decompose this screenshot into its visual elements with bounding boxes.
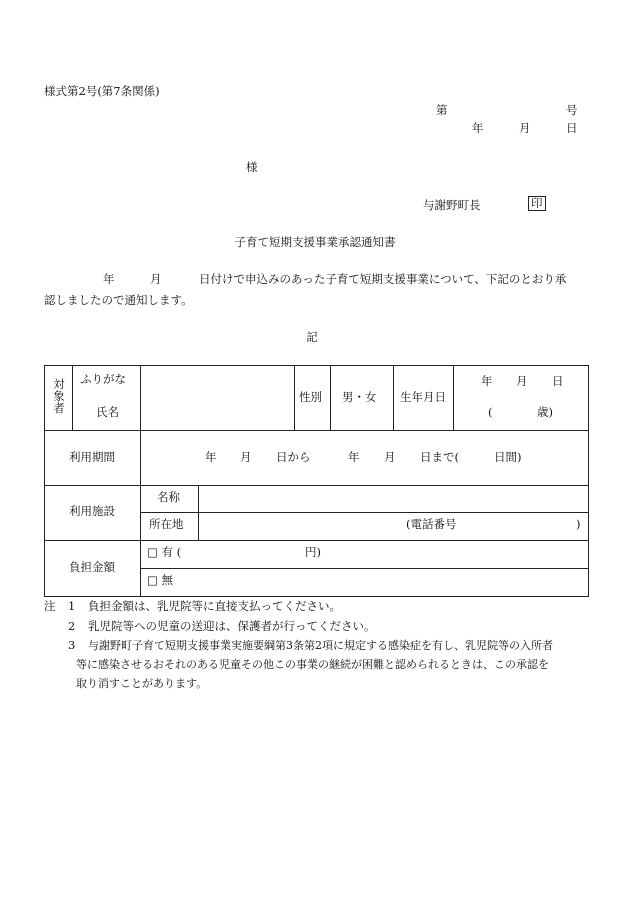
cost-yen: 円) — [305, 545, 321, 559]
gender-label: 性別 — [299, 390, 322, 404]
note-3-number: 3 — [68, 638, 76, 652]
note-3-line3: 取り消すことがあります。 — [76, 677, 208, 690]
body-application-month: 月 — [150, 272, 162, 286]
phone-number-open: (電話番号 — [406, 517, 457, 531]
gender-options: 男・女 — [342, 390, 377, 404]
cost-yes-option: □ 有 ( — [147, 545, 182, 559]
period-to-day: 日まで( — [420, 450, 459, 464]
issuer-name: 与謝野町長 — [423, 198, 481, 212]
facility-label: 利用施設 — [69, 504, 115, 518]
document-number-prefix: 第 — [436, 103, 448, 117]
furigana-label: ふりがな — [80, 372, 126, 386]
subject-label: 対象者 — [53, 377, 65, 415]
birthdate-day: 日 — [552, 374, 564, 388]
body-text-line1: 日付けで申込みのあった子育て短期支援事業について、下記のとおり承 — [199, 272, 567, 286]
form-number: 様式第2号(第7条関係) — [44, 84, 160, 98]
birthdate-year: 年 — [481, 374, 493, 388]
name-label: 氏名 — [96, 405, 119, 419]
period-from-day: 日から — [276, 450, 311, 464]
issue-date-month: 月 — [519, 121, 531, 135]
age-open: ( — [488, 405, 493, 419]
cost-label: 負担金額 — [69, 560, 115, 574]
note-2-number: 2 — [68, 619, 76, 633]
note-2: 乳児院等への児童の送迎は、保護者が行ってください。 — [88, 619, 376, 633]
note-3-line1: 与謝野町子育て短期支援事業実施要綱第3条第2項に規定する感染症を有し、乳児院等の入所者 — [88, 639, 553, 652]
body-text-line2: 認しましたので通知します。 — [44, 293, 193, 307]
phone-number-close: ) — [576, 517, 581, 531]
issue-date-year: 年 — [472, 121, 484, 135]
period-label: 利用期間 — [69, 450, 115, 464]
body-application-year: 年 — [103, 272, 115, 286]
addressee-honorific: 様 — [246, 160, 258, 174]
cost-no-option: □ 無 — [147, 573, 174, 587]
period-days: 日間) — [494, 450, 522, 464]
facility-address-label: 所在地 — [149, 517, 184, 531]
note-1-number: 1 — [68, 599, 76, 613]
age-close: 歳) — [537, 405, 553, 419]
birthdate-month: 月 — [516, 374, 528, 388]
ki-heading: 記 — [306, 330, 318, 344]
period-from-month: 月 — [240, 450, 252, 464]
seal-mark: 印 — [528, 196, 546, 211]
facility-name-label: 名称 — [157, 490, 180, 504]
document-title: 子育て短期支援事業承認通知書 — [234, 235, 396, 249]
period-to-month: 月 — [384, 450, 396, 464]
birthdate-label: 生年月日 — [400, 390, 446, 404]
note-1: 負担金額は、乳児院等に直接支払ってください。 — [88, 599, 341, 613]
notes-label: 注 — [44, 599, 56, 613]
period-to-year: 年 — [348, 450, 360, 464]
note-3-line2: 等に感染させるおそれのある児童その他この事業の継続が困難と認められるときは、この承認を — [76, 658, 549, 671]
period-from-year: 年 — [205, 450, 217, 464]
document-number-suffix: 号 — [566, 103, 578, 117]
issue-date-day: 日 — [566, 121, 578, 135]
